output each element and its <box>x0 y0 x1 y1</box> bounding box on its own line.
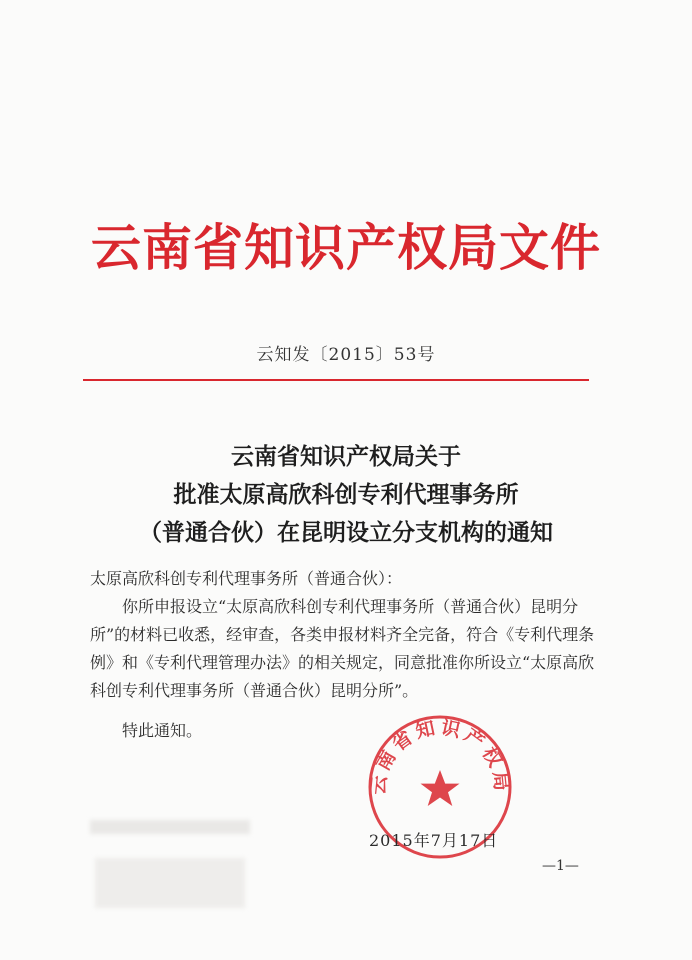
title-line-3: （普通合伙）在昆明设立分支机构的通知 <box>139 519 553 546</box>
salutation: 太原高欣科创专利代理事务所（普通合伙）： <box>90 569 403 588</box>
letterhead-title: 云南省知识产权局文件 <box>91 218 601 277</box>
page-number: —1— <box>542 858 579 874</box>
seal-star-icon <box>421 770 460 806</box>
notice-body <box>90 565 610 745</box>
notice-title <box>0 438 692 552</box>
issue-date: 2015年7月17日 <box>369 831 499 850</box>
body-paragraph: 你所申报设立“太原高欣科创专利代理事务所（普通合伙）昆明分所”的材料已收悉，经审查，各类申报材料齐全完备，符合《专利代理条例》和《专利代理管理办法》的相关规定，同意批准你所设立“太原高欣科创专利代理事务所（普通合伙）昆明分所”。 <box>90 597 595 700</box>
title-line-1: 云南省知识产权局关于 <box>231 443 461 470</box>
red-divider-line <box>83 379 589 381</box>
bleed-through-mark <box>95 858 245 908</box>
bleed-through-mark <box>90 820 250 834</box>
document-number: 云知发〔2015〕53号 <box>256 345 436 365</box>
title-line-2: 批准太原高欣科创专利代理事务所 <box>173 481 519 508</box>
closing-text: 特此通知。 <box>122 721 203 740</box>
seal-text: 云南省知识产权局 <box>367 716 513 796</box>
